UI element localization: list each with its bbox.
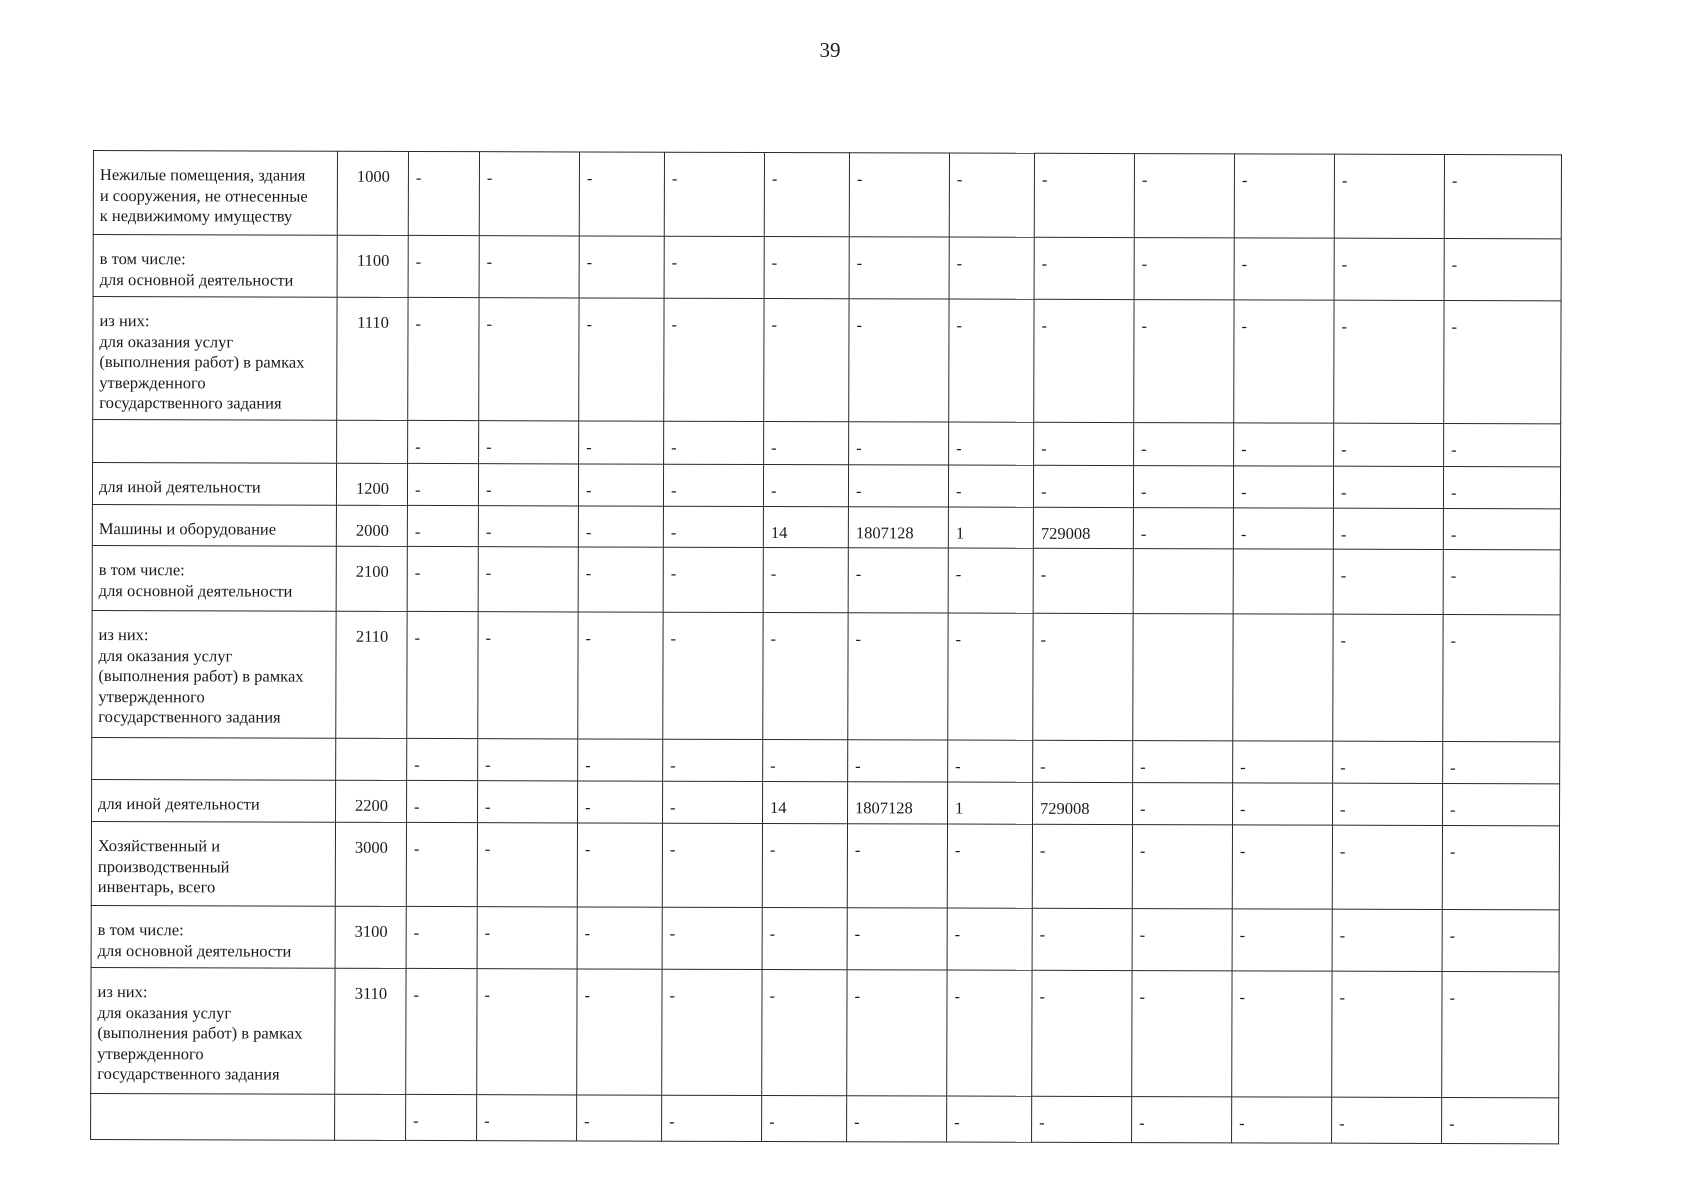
value-cell: - [1443,550,1560,615]
row-name-cell [92,737,336,780]
value-cell: - [662,969,762,1095]
value-cell: - [408,151,479,235]
value-cell: - [949,422,1034,465]
value-cell: - [407,780,478,822]
row-name-cell [93,235,337,298]
value-cell: - [763,547,848,612]
value-cell: 14 [763,506,848,548]
value-cell: - [478,739,578,781]
value-cell: - [479,298,579,421]
value-cell: - [1232,909,1332,971]
value-cell: - [407,738,478,780]
value-cell: - [1234,423,1334,466]
value-cell: - [763,612,848,739]
value-cell: - [1444,155,1561,239]
value-cell: - [1443,784,1560,826]
value-cell: - [948,613,1033,740]
row-code-cell: 3100 [335,906,406,968]
row-name-cell [93,297,337,421]
row-code-cell [337,420,408,463]
value-cell: - [1132,909,1232,971]
value-cell: - [1233,741,1333,783]
value-cell: - [577,1095,662,1141]
value-cell: - [1034,422,1134,465]
row-name-line: для оказания услуг [97,1002,232,1022]
value-cell: - [763,464,848,506]
property-table [90,150,1562,1144]
value-cell: - [477,969,577,1095]
value-cell: - [948,548,1033,613]
value-cell: - [1033,740,1133,782]
table-row [91,821,1559,909]
row-name-cell [92,545,336,611]
row-name-line: утвержденного [97,1043,204,1063]
value-cell: - [947,970,1032,1096]
value-cell: 14 [763,781,848,823]
value-cell: - [579,152,664,236]
table-row [92,610,1560,741]
value-cell: - [1442,1098,1559,1144]
row-name-line: из них: [97,982,148,1002]
value-cell: - [849,299,949,422]
row-code-cell: 1100 [337,235,408,297]
value-cell: - [763,739,848,781]
value-cell: 1807128 [848,506,948,548]
value-cell [1133,614,1233,741]
value-cell: - [847,908,947,970]
value-cell: - [477,1095,577,1141]
value-cell: - [479,236,579,298]
value-cell: - [762,1095,847,1141]
value-cell: - [663,506,763,548]
value-cell: - [1233,783,1333,825]
value-cell: - [1234,300,1334,423]
value-cell: - [577,907,662,969]
row-name-line: (выполнения работ) в рамках [98,666,304,686]
value-cell: 729008 [1033,782,1133,824]
value-cell: - [1443,508,1560,550]
row-name-line: производственный [97,856,230,876]
value-cell: - [1134,300,1234,423]
value-cell: - [406,822,477,906]
value-cell: - [762,969,847,1095]
value-cell: - [1132,971,1232,1097]
value-cell: - [1333,549,1443,614]
value-cell: - [577,969,662,1095]
value-cell: - [947,1096,1032,1142]
value-cell [1233,549,1333,614]
value-cell: - [1132,825,1232,909]
value-cell: - [478,505,578,547]
value-cell: - [1334,423,1444,466]
value-cell: - [1032,908,1132,970]
row-code-cell [335,1094,406,1140]
table-row [91,1093,1559,1143]
value-cell: - [407,505,478,547]
value-cell: - [663,612,763,739]
row-name-line: в том числе: [97,920,184,940]
row-name-cell [91,967,335,1094]
value-cell: - [1033,465,1133,507]
value-cell: - [407,546,478,611]
value-cell: - [1442,826,1559,910]
table-row [93,151,1561,239]
value-cell: - [1444,424,1561,467]
value-cell: - [1332,909,1442,971]
row-name-line: и сооружения, не отнесенные [99,185,308,206]
value-cell: - [1134,154,1234,238]
value-cell: 729008 [1033,507,1133,549]
row-name-line: (выполнения работ) в рамках [99,352,305,372]
row-code-cell: 2200 [336,780,407,822]
row-name-line: для оказания услуг [98,645,233,665]
value-cell: - [407,611,478,738]
value-cell: - [578,547,663,612]
table-row [92,779,1560,825]
page-number: 39 [819,38,841,62]
row-name-line: государственного задания [97,1064,280,1084]
value-cell: - [478,464,578,506]
value-cell: - [1034,153,1134,237]
value-cell: - [579,298,664,421]
value-cell: - [578,464,663,506]
value-cell: - [1133,741,1233,783]
value-cell: - [1033,613,1133,740]
table-row [92,504,1560,550]
value-cell: - [1033,548,1133,613]
value-cell: - [664,236,764,298]
value-cell: - [762,823,847,907]
value-cell: - [477,907,577,969]
row-name-cell [91,821,335,906]
value-cell: - [1032,970,1132,1096]
row-code-cell: 3000 [335,822,406,906]
value-cell: - [1234,238,1334,300]
row-name-line: для основной деятельности [99,269,294,290]
row-name-line: инвентарь, всего [97,877,216,897]
value-cell: 1 [948,782,1033,824]
value-cell: - [664,298,764,421]
value-cell: - [579,421,664,464]
value-cell: - [764,421,849,464]
row-name-line: для иной деятельности [98,477,261,497]
row-name-line: к недвижимому имуществу [99,206,293,226]
value-cell: - [408,235,479,297]
value-cell: - [1133,466,1233,508]
value-cell: - [1334,154,1444,238]
value-cell: 1807128 [848,782,948,824]
value-cell [1133,549,1233,614]
value-cell: - [406,968,477,1094]
row-name-line: утвержденного [98,686,205,706]
value-cell: - [407,463,478,505]
row-name-line: для основной деятельности [97,940,292,961]
row-name-line: в том числе: [99,249,186,269]
value-cell: - [662,1095,762,1141]
value-cell: - [578,505,663,547]
row-name-line: для иной деятельности [98,794,260,814]
value-cell: - [579,236,664,298]
value-cell: - [1133,507,1233,549]
value-cell: - [1134,238,1234,300]
value-cell: - [1032,1096,1132,1142]
value-cell: - [1132,1097,1232,1143]
value-cell: - [762,907,847,969]
value-cell: - [1233,466,1333,508]
row-code-cell: 3110 [335,968,406,1094]
table-row [93,420,1561,467]
value-cell: - [764,298,849,421]
row-name-line: государственного задания [98,707,281,727]
value-cell: - [848,548,948,613]
value-cell: - [848,740,948,782]
value-cell: - [1333,783,1443,825]
row-name-line: государственного задания [99,393,282,413]
row-code-cell: 2000 [336,505,407,547]
value-cell: - [406,906,477,968]
value-cell: - [847,970,947,1096]
value-cell: - [478,781,578,823]
value-cell: - [1332,971,1442,1097]
row-name-cell [91,905,335,968]
value-cell: - [479,152,579,236]
value-cell: - [1442,910,1559,972]
row-name-line: в том числе: [98,560,185,580]
value-cell: - [1233,507,1333,549]
value-cell: - [1232,1097,1332,1143]
value-cell: - [664,152,764,236]
row-name-line: из них: [98,625,149,645]
row-name-cell [91,1093,335,1140]
value-cell: - [949,299,1034,422]
value-cell: - [406,1094,477,1140]
value-cell: - [1232,971,1332,1097]
value-cell: - [1034,299,1134,422]
row-name-cell [92,779,336,822]
value-cell: - [663,464,763,506]
value-cell: - [1133,783,1233,825]
value-cell: - [948,740,1033,782]
value-cell: - [662,823,762,907]
value-cell: - [578,612,663,739]
value-cell: - [1443,742,1560,784]
row-name-line: из них: [99,311,150,331]
value-cell: - [663,547,763,612]
value-cell: - [949,237,1034,299]
row-name-cell [93,420,337,464]
value-cell: - [663,739,763,781]
value-cell: - [1034,237,1134,299]
value-cell: - [1443,615,1560,742]
value-cell: - [949,153,1034,237]
row-code-cell: 2100 [336,546,407,611]
value-cell: - [1232,825,1332,909]
row-name-line: Нежилые помещения, здания [99,165,306,185]
value-cell: - [1333,508,1443,550]
row-code-cell [336,738,407,780]
value-cell: 1 [948,507,1033,549]
value-cell: - [847,824,947,908]
value-cell: - [1443,467,1560,509]
value-cell: - [849,237,949,299]
value-cell: - [1444,301,1561,424]
value-cell: - [947,908,1032,970]
row-name-line: Машины и оборудование [98,518,277,539]
value-cell: - [847,1096,947,1142]
row-code-cell: 1110 [337,297,408,420]
value-cell: - [947,824,1032,908]
table-row [92,463,1560,509]
value-cell: - [578,739,663,781]
value-cell: - [408,420,479,463]
value-cell: - [1032,824,1132,908]
value-cell: - [478,612,578,739]
value-cell: - [848,465,948,507]
table-row [92,545,1560,614]
table-row [93,297,1561,424]
value-cell: - [477,823,577,907]
value-cell: - [663,781,763,823]
value-cell [1233,614,1333,741]
value-cell: - [577,823,662,907]
value-cell: - [1333,614,1443,741]
value-cell: - [662,907,762,969]
table-row [91,967,1559,1097]
value-cell: - [478,547,578,612]
value-cell: - [1332,825,1442,909]
value-cell: - [1234,154,1334,238]
value-cell: - [848,613,948,740]
row-code-cell: 1000 [337,151,408,235]
row-name-cell [92,463,336,505]
row-name-cell [93,151,337,236]
value-cell: - [764,152,849,236]
row-name-line: для основной деятельности [98,580,293,601]
row-code-cell: 2110 [336,611,407,738]
value-cell: - [1333,466,1443,508]
row-name-line: утвержденного [99,372,206,392]
document-sheet [90,150,1561,1142]
row-name-cell [92,610,336,738]
value-cell: - [1334,238,1444,300]
value-cell: - [849,422,949,465]
value-cell: - [1333,741,1443,783]
row-name-cell [92,504,336,546]
row-name-line: Хозяйственный и [97,836,221,856]
value-cell: - [408,297,479,420]
table-row [91,905,1559,971]
value-cell: - [1444,239,1561,301]
value-cell: - [764,236,849,298]
value-cell: - [849,153,949,237]
value-cell: - [1332,1097,1442,1143]
table-row [92,737,1560,783]
table-row [93,235,1561,301]
value-cell: - [1442,972,1559,1098]
value-cell: - [1134,423,1234,466]
row-code-cell: 1200 [336,463,407,505]
table-body [91,151,1562,1144]
value-cell: - [948,465,1033,507]
value-cell: - [479,421,579,464]
row-name-line: для оказания услуг [99,331,234,351]
value-cell: - [578,781,663,823]
value-cell: - [1334,300,1444,423]
row-name-line: (выполнения работ) в рамках [97,1023,303,1043]
value-cell: - [664,421,764,464]
